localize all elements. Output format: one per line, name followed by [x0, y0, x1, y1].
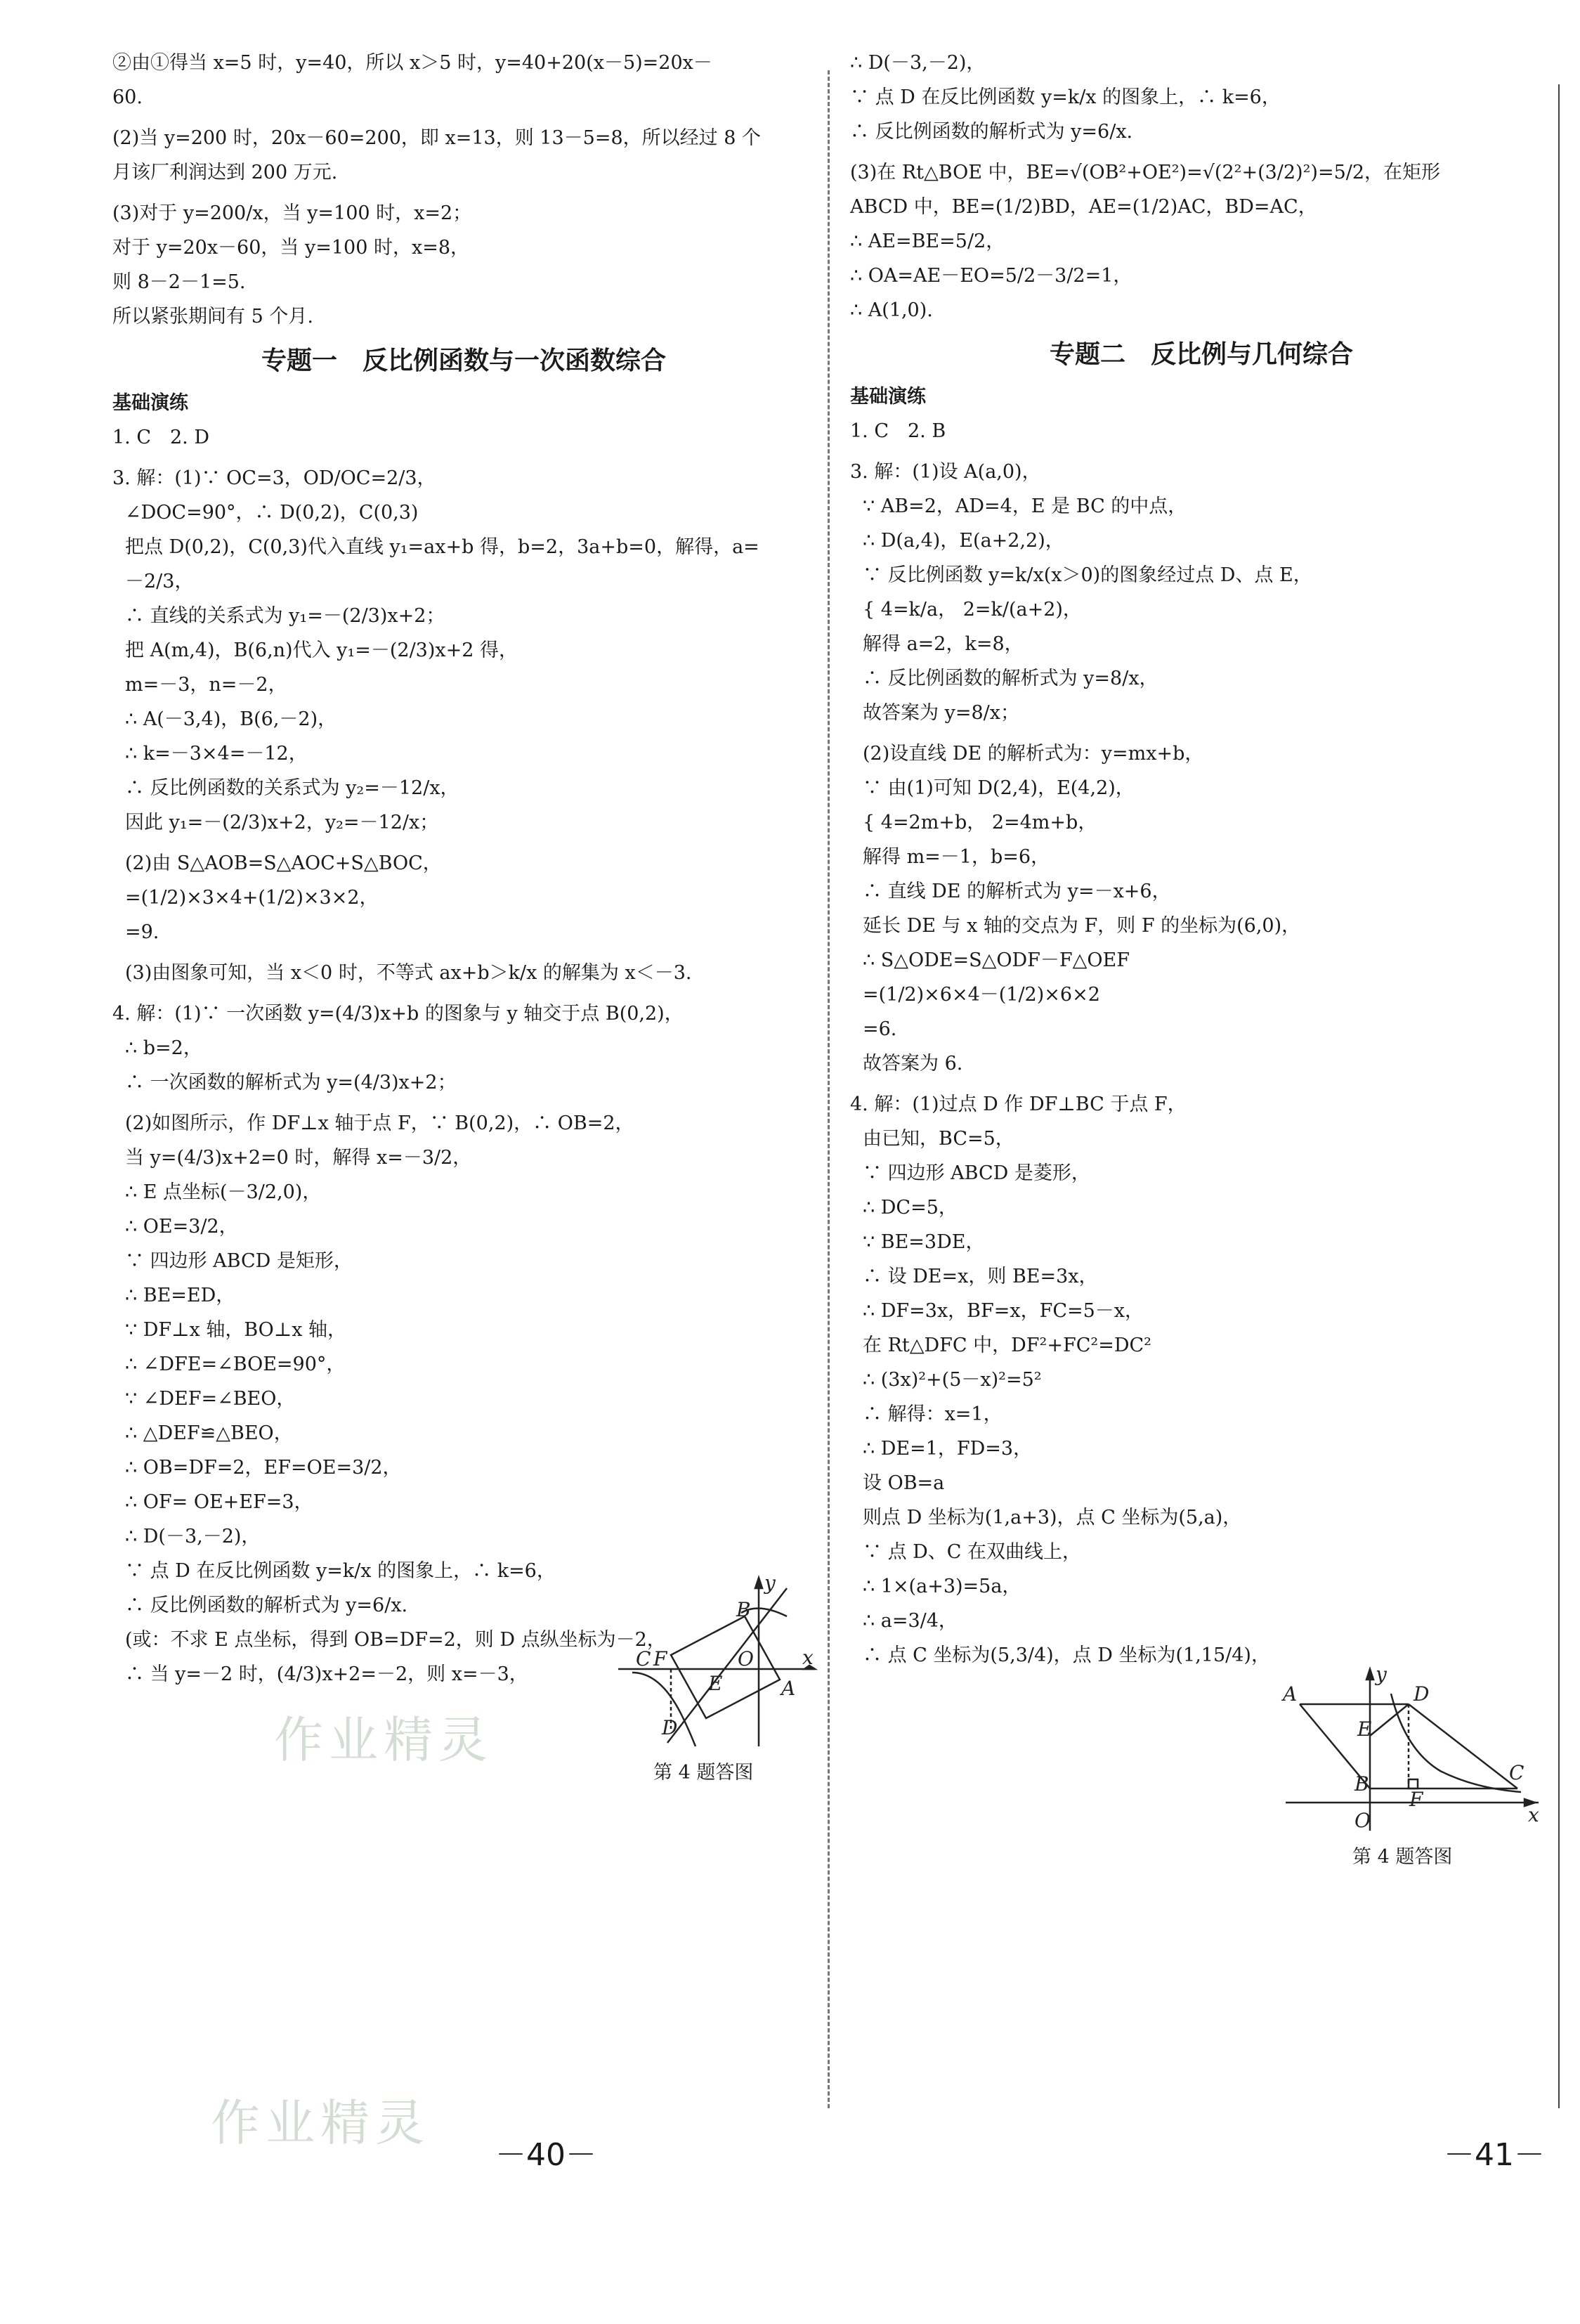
right-answers-line: ∵ 点 D、C 在双曲线上， [863, 1541, 1082, 1563]
left-answers [112, 424, 815, 1689]
left-answers-line: 当 y=(4/3)x+2=0 时，解得 x=－3/2， [125, 1147, 472, 1169]
left-answers-line: (2)由 S△AOB=S△AOC+S△BOC， [125, 852, 442, 874]
left-answers-line: ∴ E 点坐标(－3/2,0)， [125, 1181, 322, 1203]
left-answers-line: =(1/2)×3×4+(1/2)×3×2， [125, 887, 379, 909]
fig1-label-b: B [736, 1598, 751, 1621]
right-answers-line: =6. [863, 1018, 897, 1040]
left-answers-line: ∵ 四边形 ABCD 是矩形， [125, 1250, 353, 1272]
left-answers-line: 把 A(m,4)，B(6,n)代入 y₁=－(2/3)x+2 得， [125, 640, 518, 661]
right-answers-line: 解得 a=2，k=8， [863, 633, 1024, 655]
fig1-label-e: E [708, 1672, 723, 1695]
right-answers-line: ∴ 直线 DE 的解析式为 y=－x+6， [863, 881, 1171, 902]
right-answers-line: ∵ 反比例函数 y=k/x(x＞0)的图象经过点 D、点 E， [863, 564, 1312, 586]
right-answers-line: 则点 D 坐标为(1,a+3)，点 C 坐标为(5,a)， [863, 1507, 1242, 1528]
left-column-line: 则 8－2－1=5. [112, 271, 246, 293]
left-answers-line: ∴ BE=ED， [125, 1285, 235, 1306]
left-column-line: 所以紧张期间有 5 个月. [112, 306, 313, 327]
right-answers-line: ∴ D(a,4)，E(a+2,2)， [863, 530, 1064, 552]
right-answers-line: 由已知，BC=5， [863, 1128, 1014, 1150]
right-answers-line: 1. C 2. B [850, 420, 946, 442]
fig2-label-e: E [1357, 1718, 1372, 1741]
right-answers-line: 3. 解：(1)设 A(a,0)， [850, 461, 1041, 483]
fig2-label-c: C [1509, 1761, 1524, 1784]
left-answers-line: ∴ OE=3/2， [125, 1216, 238, 1238]
right-top-line: ∵ 点 D 在反比例函数 y=k/x 的图象上，∴ k=6， [850, 86, 1281, 108]
left-answers-line: 把点 D(0,2)，C(0,3)代入直线 y₁=ax+b 得，b=2，3a+b=0，解得，a= [125, 536, 759, 558]
right-top-line: ABCD 中，BE=(1/2)BD，AE=(1/2)AC，BD=AC， [850, 196, 1317, 218]
fig1-label-a: A [781, 1677, 796, 1700]
right-top-text [850, 49, 1553, 325]
right-column [850, 49, 1553, 1676]
subheading-basic-2: 基础演练 [850, 386, 926, 408]
left-answers-line: (2)如图所示，作 DF⊥x 轴于点 F，∵ B(0,2)，∴ OB=2， [125, 1112, 634, 1134]
fig2-label-f: F [1409, 1788, 1423, 1811]
right-answers-line: 设 OB=a [863, 1472, 945, 1494]
right-answers [850, 417, 1553, 1670]
right-answers-line: ∴ 反比例函数的解析式为 y=8/x， [863, 668, 1158, 689]
right-answers-line: 延长 DE 与 x 轴的交点为 F，则 F 的坐标为(6,0)， [863, 915, 1301, 937]
left-answers-line: ∴ b=2， [125, 1037, 202, 1059]
right-answers-line: ∴ DF=3x，BF=x，FC=5－x， [863, 1300, 1144, 1322]
column-divider [828, 70, 830, 2108]
fig1-label-x: x [802, 1646, 814, 1669]
right-answers-line: ∵ 四边形 ABCD 是菱形， [863, 1162, 1090, 1184]
left-answers-line: ∵ 点 D 在反比例函数 y=k/x 的图象上，∴ k=6， [125, 1560, 556, 1582]
left-answers-line: ∴ △DEF≌△BEO， [125, 1422, 293, 1444]
left-answers-line: m=－3，n=－2， [125, 674, 287, 696]
right-top-line: ∴ A(1,0). [850, 299, 933, 321]
subheading-basic-1: 基础演练 [112, 392, 188, 414]
left-answers-line: ∴ ∠DFE=∠BOE=90°， [125, 1353, 346, 1375]
right-answers-line: { 4=k/a， 2=k/(a+2)， [863, 599, 1082, 621]
figure-4-right [1279, 1666, 1546, 1834]
left-answers-line: ∴ 直线的关系式为 y₁=－(2/3)x+2； [125, 605, 445, 627]
right-answers-line: ∴ DC=5， [863, 1197, 958, 1219]
right-answers-line: ∴ (3x)²+(5－x)²=5² [863, 1369, 1042, 1391]
left-column-line: 60. [112, 86, 143, 108]
right-answers-line: ∴ 解得：x=1， [863, 1403, 1003, 1425]
left-answers-line: ∵ DF⊥x 轴，BO⊥x 轴， [125, 1319, 347, 1341]
left-answers-line: ∴ 一次函数的解析式为 y=(4/3)x+2； [125, 1072, 457, 1093]
right-top-line: ∴ 反比例函数的解析式为 y=6/x. [850, 121, 1133, 143]
right-answers-line: (2)设直线 DE 的解析式为：y=mx+b， [863, 743, 1204, 765]
right-answers-line: 在 Rt△DFC 中，DF²+FC²=DC² [863, 1335, 1151, 1356]
left-answers-line: ∠DOC=90°，∴ D(0,2)，C(0,3) [125, 502, 419, 524]
fig1-label-o: O [738, 1647, 754, 1670]
left-answers-line: 因此 y₁=－(2/3)x+2，y₂=－12/x； [125, 812, 439, 833]
fig1-label-d: D [662, 1716, 678, 1739]
left-answers-line: ∴ OB=DF=2，EF=OE=3/2， [125, 1457, 402, 1479]
fig2-label-o: O [1354, 1809, 1371, 1832]
right-answers-line: { 4=2m+b， 2=4m+b， [863, 812, 1097, 833]
right-answers-line: 解得 m=－1，b=6， [863, 846, 1050, 868]
left-answers-line: ∴ k=－3×4=－12， [125, 743, 308, 765]
left-answers-line: 1. C 2. D [112, 427, 209, 448]
left-answers-line: ∴ 反比例函数的解析式为 y=6/x. [125, 1595, 408, 1616]
right-answers-line: ∵ BE=3DE， [863, 1231, 985, 1253]
left-answers-line: =9. [125, 921, 159, 943]
fig2-label-y: y [1376, 1666, 1387, 1686]
fig1-label-y: y [764, 1574, 776, 1595]
right-answers-line: ∵ AB=2，AD=4，E 是 BC 的中点， [863, 495, 1187, 517]
left-answers-line: ∴ 反比例函数的关系式为 y₂=－12/x， [125, 777, 459, 799]
right-answers-line: ∴ 点 C 坐标为(5,3/4)，点 D 坐标为(1,15/4)， [863, 1644, 1270, 1666]
right-answers-line: 4. 解：(1)过点 D 作 DF⊥BC 于点 F， [850, 1093, 1187, 1115]
fig1-label-f: F [653, 1647, 667, 1670]
page-number-left: －40－ [495, 2137, 596, 2173]
left-column-line: ②由①得当 x=5 时，y=40，所以 x＞5 时，y=40+20(x－5)=20x－ [112, 52, 712, 74]
page-number-right: －41－ [1444, 2137, 1545, 2173]
right-answers-line: =(1/2)×6×4－(1/2)×6×2 [863, 984, 1100, 1006]
right-answers-line: ∴ S△ODE=S△ODF－F△OEF [863, 949, 1130, 971]
left-column-line: 对于 y=20x－60，当 y=100 时，x=8， [112, 237, 470, 259]
right-answers-line: ∵ 由(1)可知 D(2,4)，E(4,2)， [863, 777, 1135, 799]
left-column-line: (3)对于 y=200/x，当 y=100 时，x=2； [112, 202, 472, 224]
left-answers-line: －2/3， [125, 571, 194, 592]
left-answers-line: ∴ 当 y=－2 时，(4/3)x+2=－2，则 x=－3， [125, 1663, 528, 1685]
right-answers-line: ∴ DE=1，FD=3， [863, 1438, 1033, 1460]
heading-topic-2: 专题二 反比例与几何综合 [1049, 340, 1353, 369]
left-answers-line: ∴ D(－3,－2)， [125, 1526, 261, 1547]
right-top-line: ∴ D(－3,－2)， [850, 52, 986, 74]
left-answers-line: (3)由图象可知，当 x＜0 时，不等式 ax+b＞k/x 的解集为 x＜－3. [125, 962, 692, 984]
fig2-label-d: D [1413, 1682, 1430, 1706]
right-answers-line: 故答案为 y=8/x； [863, 702, 1019, 724]
right-top-line: ∴ AE=BE=5/2， [850, 231, 1005, 252]
left-column [112, 49, 815, 1695]
right-top-line: (3)在 Rt△BOE 中，BE=√(OB²+OE²)=√(2²+(3/2)²)=5/2，在矩形 [850, 162, 1441, 183]
left-column-line: 月该厂利润达到 200 万元. [112, 162, 338, 183]
watermark: 作业精灵 [274, 1711, 493, 1769]
left-answers-line: (或：不求 E 点坐标，得到 OB=DF=2，则 D 点纵坐标为－2， [125, 1629, 666, 1651]
left-column-line: (2)当 y=200 时，20x－60=200，即 x=13，则 13－5=8，所以经过 8 个 [112, 127, 761, 149]
fig2-label-a: A [1283, 1682, 1298, 1706]
fig2-label-b: B [1354, 1772, 1369, 1796]
watermark-2: 作业精灵 [211, 2094, 430, 2152]
fig1-label-c: C [636, 1647, 651, 1670]
right-answers-line: 故答案为 6. [863, 1053, 963, 1075]
left-answers-line: ∵ ∠DEF=∠BEO， [125, 1388, 296, 1410]
figure-4-left [618, 1574, 822, 1750]
page-edge-line [1558, 84, 1560, 2108]
right-answers-line: ∴ 1×(a+3)=5a， [863, 1576, 1021, 1597]
right-answers-line: ∴ a=3/4， [863, 1610, 958, 1632]
figure-4-right-caption: 第 4 题答图 [1352, 1846, 1453, 1868]
left-answers-line: 4. 解：(1)∵ 一次函数 y=(4/3)x+b 的图象与 y 轴交于点 B(0,2)， [112, 1003, 684, 1025]
figure-4-left-caption: 第 4 题答图 [653, 1762, 754, 1784]
right-answers-line: ∴ 设 DE=x，则 BE=3x， [863, 1266, 1098, 1287]
heading-topic-1: 专题一 反比例函数与一次函数综合 [261, 346, 666, 375]
left-top-text [112, 49, 815, 331]
left-answers-line: ∴ A(－3,4)，B(6,－2)， [125, 708, 337, 730]
left-answers-line: ∴ OF= OE+EF=3， [125, 1491, 313, 1513]
right-top-line: ∴ OA=AE－EO=5/2－3/2=1， [850, 265, 1132, 287]
left-answers-line: 3. 解：(1)∵ OC=3，OD/OC=2/3， [112, 467, 436, 489]
fig2-label-x: x [1528, 1803, 1539, 1826]
